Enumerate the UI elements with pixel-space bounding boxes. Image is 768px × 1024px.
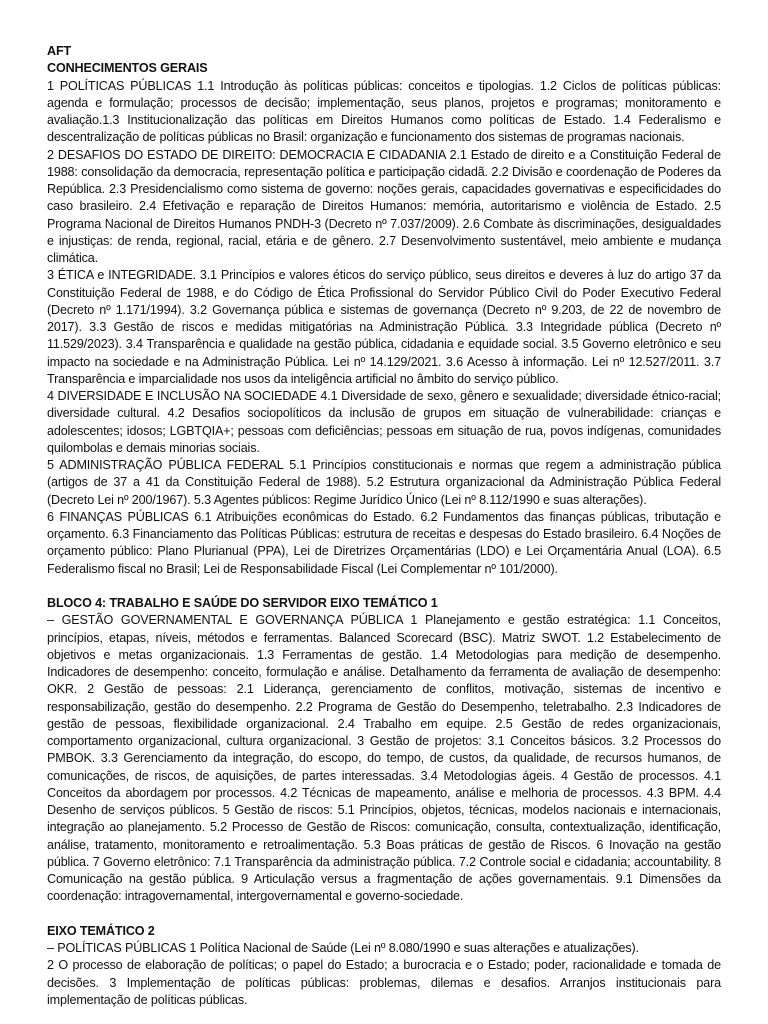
paragraph-gestao-governamental: – GESTÃO GOVERNAMENTAL E GOVERNANÇA PÚBLICA 1 Planejamento e gestão estratégica: 1.1 Conceitos, princípios, etapas, níveis, métodos e ferramentas. Balanced Scorecard (BSC). Matriz SWOT. 1.2 Estabelecimento de objetivos e metas organizacionais. 1.3 Ferramentas de gestão. 1.4 Metodologias para medição de desempenho. Indicadores de desempenho: conceito, formulação e análise. Detalhamento da ferramenta de avaliação de desempenho: OKR. 2 Gestão de pessoas: 2.1 Liderança, gerenciamento de conflitos, motivação, sistemas de incentivo e responsabilização, gestão do desempenho. 2.2 Programa de Gestão do Desempenho, teletrabalho. 2.3 Indicadores de gestão de pessoas, flexibilidade organizacional. 2.4 Trabalho em equipe. 2.5 Gestão de redes organizacionais, comportamento organizacional, cultura organizacional. 3 Gestão de projetos: 3.1 Conceitos básicos. 3.2 Processos do PMBOK. 3.3 Gerenciamento da integração, do escopo, do tempo, de custos, da qualidade, de recursos humanos, de comunicações, de riscos, de aquisições, de partes interessadas. 3.4 Metodologias ágeis. 4 Gestão de processos. 4.1 Conceitos da abordagem por processos. 4.2 Técnicas de mapeamento, análise e melhoria de processos. 4.3 BPM. 4.4 Desenho de serviços públicos. 5 Gestão de riscos: 5.1 Princípios, objetos, técnicas, modelos nacionais e internacionais, integração ao planejamento. 5.2 Processo de Gestão de Riscos: comunicação, consulta, contextualização, identificação, análise, tratamento, monitoramento e retroalimentação. 5.3 Boas práticas de gestão de Riscos. 6 Inovação na gestão pública. 7 Governo eletrônico: 7.1 Transparência da administração pública. 7.2 Controle social e cidadania; accountability. 8 Comunicação na gestão pública. 9 Articulação versus a fragmentação de ações governamentais. 9.1 Dimensões da coordenação: intragovernamental, intergovernamental e governo-sociedade. [47, 613, 721, 904]
paragraph-administracao-publica: 5 ADMINISTRAÇÃO PÚBLICA FEDERAL 5.1 Princípios constitucionais e normas que regem a administração pública (artigos de 37 a 41 da Constituição Federal de 1988). 5.2 Estrutura organizacional da Administração Pública Federal (Decreto Lei nº 200/1967). 5.3 Agentes públicos: Regime Jurídico Único (Lei nº 8.112/1990 e suas alterações). [47, 458, 721, 507]
spacer [47, 906, 721, 923]
paragraph-desafios-estado-direito: 2 DESAFIOS DO ESTADO DE DIREITO: DEMOCRACIA E CIDADANIA 2.1 Estado de direito e a Constituição Federal de 1988: consolidação da democracia, representação política e participação cidadã. 2.2 Divisão e coordenação de Poderes da República. 2.3 Presidencialismo como sistema de governo: noções gerais, capacidades governativas e especificidades do caso brasileiro. 2.4 Efetivação e reparação de Direitos Humanos: memória, autoritarismo e violência de Estado. 2.5 Programa Nacional de Direitos Humanos PNDH-3 (Decreto nº 7.037/2009). 2.6 Combate às discriminações, desigualdades e injustiças: de renda, regional, racial, etária e de gênero. 2.7 Desenvolvimento sustentável, meio ambiente e mudança climática. [47, 147, 721, 265]
paragraph-etica-integridade: 3 ÉTICA e INTEGRIDADE. 3.1 Princípios e valores éticos do serviço público, seus direitos e deveres à luz do artigo 37 da Constituição Federal de 1988, e do Código de Ética Profissional do Servidor Público Civil do Poder Executivo Federal (Decreto nº 1.171/1994). 3.2 Governança pública e sistemas de governança (Decreto nº 9.203, de 22 de novembro de 2017). 3.3 Gestão de riscos e medidas mitigatórias na Administração Pública. 3.3 Integridade pública (Decreto nº 11.529/2023). 3.4 Transparência e qualidade na gestão pública, cidadania e equidade social. 3.5 Governo eletrônico e seu impacto na sociedade e na Administração Pública. Lei nº 14.129/2021. 3.6 Acesso à informação. Lei nº 12.527/2011. 3.7 Transparência e imparcialidade nos usos da inteligência artificial no âmbito do serviço público. [47, 268, 721, 386]
section-heading-conhecimentos-gerais: CONHECIMENTOS GERAIS [47, 61, 208, 76]
section-heading-eixo-tematico-2: EIXO TEMÁTICO 2 [47, 923, 155, 938]
section-heading-bloco-4: BLOCO 4: TRABALHO E SAÚDE DO SERVIDOR EIXO TEMÁTICO 1 [47, 596, 438, 610]
spacer [47, 578, 721, 595]
document-title: AFT [47, 44, 72, 58]
paragraph-politica-nacional-saude: – POLÍTICAS PÚBLICAS 1 Política Nacional de Saúde (Lei nº 8.080/1990 e suas alterações e atualizações). [47, 941, 639, 955]
paragraph-diversidade-inclusao: 4 DIVERSIDADE E INCLUSÃO NA SOCIEDADE 4.1 Diversidade de sexo, gênero e sexualidade; diversidade étnico-racial; diversidade cultural. 4.2 Desafios sociopolíticos da inclusão de grupos em situação de vulnerabilidade: crianças e adolescentes; idosos; LGBTQIA+; pessoas com deficiências; pessoas em situação de rua, povos indígenas, comunidades quilombolas e demais minorias sociais. [47, 389, 721, 455]
paragraph-elaboracao-politicas: 2 O processo de elaboração de políticas; o papel do Estado; a burocracia e o Estado; poder, racionalidade e tomada de decisões. 3 Implementação de políticas públicas: problemas, dilemas e desafios. Arranjos institucionais para implementação de políticas públicas. [47, 958, 721, 1007]
paragraph-financas-publicas: 6 FINANÇAS PÚBLICAS 6.1 Atribuições econômicas do Estado. 6.2 Fundamentos das finanças públicas, tributação e orçamento. 6.3 Financiamento das Políticas Públicas: estrutura de receitas e despesas do Estado brasileiro. 6.4 Noções de orçamento público: Plano Plurianual (PPA), Lei de Diretrizes Orçamentárias (LDO) e Lei Orçamentária Anual (LOA). 6.5 Federalismo fiscal no Brasil; Lei de Responsabilidade Fiscal (Lei Complementar nº 101/2000). [47, 509, 721, 576]
paragraph-politicas-publicas: 1 POLÍTICAS PÚBLICAS 1.1 Introdução às políticas públicas: conceitos e tipologias. 1.2 Ciclos de políticas públicas: agenda e formulação; processos de decisão; implementação, seus planos, projetos e programas; monitoramento e avaliação.1.3 Institucionalização das políticas em Direitos Humanos como políticas de Estado. 1.4 Federalismo e descentralização de políticas públicas no Brasil: organização e funcionamento dos sistemas de programas nacionais. [47, 78, 721, 145]
